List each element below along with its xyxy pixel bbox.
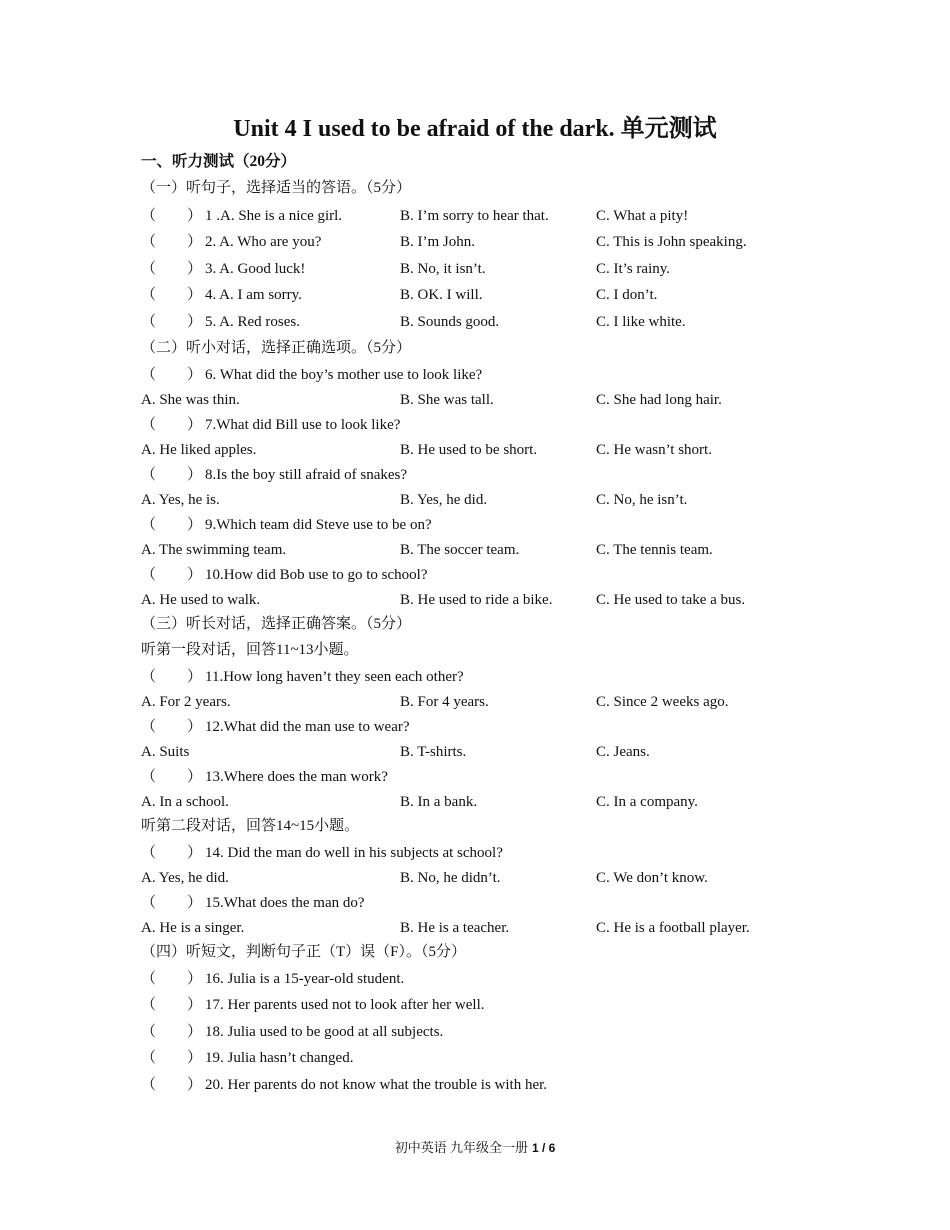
question-row (141, 311, 841, 333)
part3-subheading-2: 听第二段对话，回答14~15小题。 (141, 818, 360, 834)
question-row (141, 564, 841, 586)
option-b: B. No, he didn’t. (400, 870, 501, 886)
page-footer (0, 1138, 950, 1158)
answer-blank[interactable]: （ ） (141, 208, 203, 224)
part1-heading: （一）听句子，选择适当的答语。（5分） (141, 180, 412, 196)
part4-heading: （四）听短文，判断句子正（T）误（F）。（5分） (141, 944, 467, 960)
answer-blank[interactable]: （ ） (141, 895, 203, 911)
options-row (141, 439, 841, 461)
option-b: B. He used to be short. (400, 442, 538, 458)
option-a: A. For 2 years. (141, 694, 231, 710)
statement-text: 16. Julia is a 15-year-old student. (205, 971, 405, 987)
question-text: 13.Where does the man work? (205, 769, 388, 785)
statement-text: 20. Her parents do not know what the trouble is with her. (205, 1077, 548, 1093)
options-row (141, 539, 841, 561)
option-b: B. Sounds good. (400, 314, 500, 330)
option-a: A. Yes, he is. (141, 492, 220, 508)
section-heading-listening: 一、听力测试（20分） (141, 153, 297, 170)
option-b: B. He is a teacher. (400, 920, 510, 936)
option-c: C. This is John speaking. (596, 234, 747, 250)
part2-heading: （二）听小对话，选择正确选项。（5分） (141, 340, 412, 356)
answer-blank[interactable]: （ ） (141, 1050, 203, 1066)
option-a: A. Suits (141, 744, 190, 760)
options-row (141, 917, 841, 939)
options-row (141, 389, 841, 411)
option-b: B. She was tall. (400, 392, 494, 408)
option-b: B. OK. I will. (400, 287, 483, 303)
option-c: C. She had long hair. (596, 392, 722, 408)
question-text: 3. A. Good luck! (205, 261, 306, 277)
option-c: C. What a pity! (596, 208, 689, 224)
option-c: C. He wasn’t short. (596, 442, 712, 458)
option-c: C. Jeans. (596, 744, 650, 760)
option-c: C. He used to take a bus. (596, 592, 746, 608)
option-c: C. We don’t know. (596, 870, 708, 886)
answer-blank[interactable]: （ ） (141, 314, 203, 330)
page-number: 1 / 6 (531, 1141, 556, 1155)
question-text: 15.What does the man do? (205, 895, 365, 911)
option-b: B. I’m sorry to hear that. (400, 208, 549, 224)
option-a: A. He is a singer. (141, 920, 245, 936)
question-text: 1 .A. She is a nice girl. (205, 208, 343, 224)
answer-blank[interactable]: （ ） (141, 261, 203, 277)
question-text: 12.What did the man use to wear? (205, 719, 410, 735)
options-row (141, 489, 841, 511)
option-a: A. The swimming team. (141, 542, 287, 558)
question-row (141, 1047, 841, 1069)
question-text: 9.Which team did Steve use to be on? (205, 517, 432, 533)
option-b: B. The soccer team. (400, 542, 520, 558)
question-text: 2. A. Who are you? (205, 234, 322, 250)
option-c: C. The tennis team. (596, 542, 713, 558)
answer-blank[interactable]: （ ） (141, 845, 203, 861)
question-text: 11.How long haven’t they seen each other? (205, 669, 464, 685)
answer-blank[interactable]: （ ） (141, 567, 203, 583)
page-title: Unit 4 I used to be afraid of the dark. 单元测试 (233, 116, 717, 142)
answer-blank[interactable]: （ ） (141, 997, 203, 1013)
options-row (141, 741, 841, 763)
question-row (141, 968, 841, 990)
question-row (141, 414, 841, 436)
option-a: A. Yes, he did. (141, 870, 229, 886)
question-row (141, 1074, 841, 1096)
option-b: B. In a bank. (400, 794, 478, 810)
question-row (141, 205, 841, 227)
question-text: 5. A. Red roses. (205, 314, 300, 330)
question-text: 8.Is the boy still afraid of snakes? (205, 467, 408, 483)
option-b: B. He used to ride a bike. (400, 592, 553, 608)
option-c: C. It’s rainy. (596, 261, 671, 277)
option-a: A. He used to walk. (141, 592, 261, 608)
question-text: 10.How did Bob use to go to school? (205, 567, 428, 583)
option-c: C. In a company. (596, 794, 698, 810)
option-b: B. Yes, he did. (400, 492, 488, 508)
question-row (141, 666, 841, 688)
question-row (141, 284, 841, 306)
answer-blank[interactable]: （ ） (141, 1077, 203, 1093)
question-row (141, 716, 841, 738)
answer-blank[interactable]: （ ） (141, 367, 203, 383)
question-row (141, 892, 841, 914)
question-row (141, 258, 841, 280)
question-text: 7.What did Bill use to look like? (205, 417, 401, 433)
part3-heading: （三）听长对话，选择正确答案。（5分） (141, 616, 412, 632)
option-c: C. I don’t. (596, 287, 658, 303)
answer-blank[interactable]: （ ） (141, 517, 203, 533)
answer-blank[interactable]: （ ） (141, 769, 203, 785)
question-row (141, 514, 841, 536)
footer-text: 初中英语 九年级全一册 (394, 1140, 528, 1155)
answer-blank[interactable]: （ ） (141, 417, 203, 433)
statement-text: 17. Her parents used not to look after her well. (205, 997, 485, 1013)
options-row (141, 791, 841, 813)
option-a: A. In a school. (141, 794, 229, 810)
option-b: B. T-shirts. (400, 744, 467, 760)
option-c: C. I like white. (596, 314, 686, 330)
option-b: B. For 4 years. (400, 694, 489, 710)
question-text: 4. A. I am sorry. (205, 287, 302, 303)
answer-blank[interactable]: （ ） (141, 287, 203, 303)
answer-blank[interactable]: （ ） (141, 719, 203, 735)
part3-subheading-1: 听第一段对话，回答11~13小题。 (141, 642, 359, 658)
question-row (141, 231, 841, 253)
question-row (141, 842, 841, 864)
options-row (141, 691, 841, 713)
statement-text: 18. Julia used to be good at all subjects. (205, 1024, 444, 1040)
answer-blank[interactable]: （ ） (141, 669, 203, 685)
question-row (141, 464, 841, 486)
question-row (141, 994, 841, 1016)
option-c: C. No, he isn’t. (596, 492, 688, 508)
question-row (141, 364, 841, 386)
options-row (141, 589, 841, 611)
answer-blank[interactable]: （ ） (141, 1024, 203, 1040)
option-c: C. He is a football player. (596, 920, 750, 936)
option-b: B. I’m John. (400, 234, 475, 250)
option-c: C. Since 2 weeks ago. (596, 694, 729, 710)
option-b: B. No, it isn’t. (400, 261, 486, 277)
question-row (141, 766, 841, 788)
question-text: 14. Did the man do well in his subjects at school? (205, 845, 503, 861)
answer-blank[interactable]: （ ） (141, 234, 203, 250)
question-text: 6. What did the boy’s mother use to look like? (205, 367, 483, 383)
options-row (141, 867, 841, 889)
option-a: A. He liked apples. (141, 442, 257, 458)
answer-blank[interactable]: （ ） (141, 971, 203, 987)
question-row (141, 1021, 841, 1043)
answer-blank[interactable]: （ ） (141, 467, 203, 483)
option-a: A. She was thin. (141, 392, 240, 408)
statement-text: 19. Julia hasn’t changed. (205, 1050, 354, 1066)
